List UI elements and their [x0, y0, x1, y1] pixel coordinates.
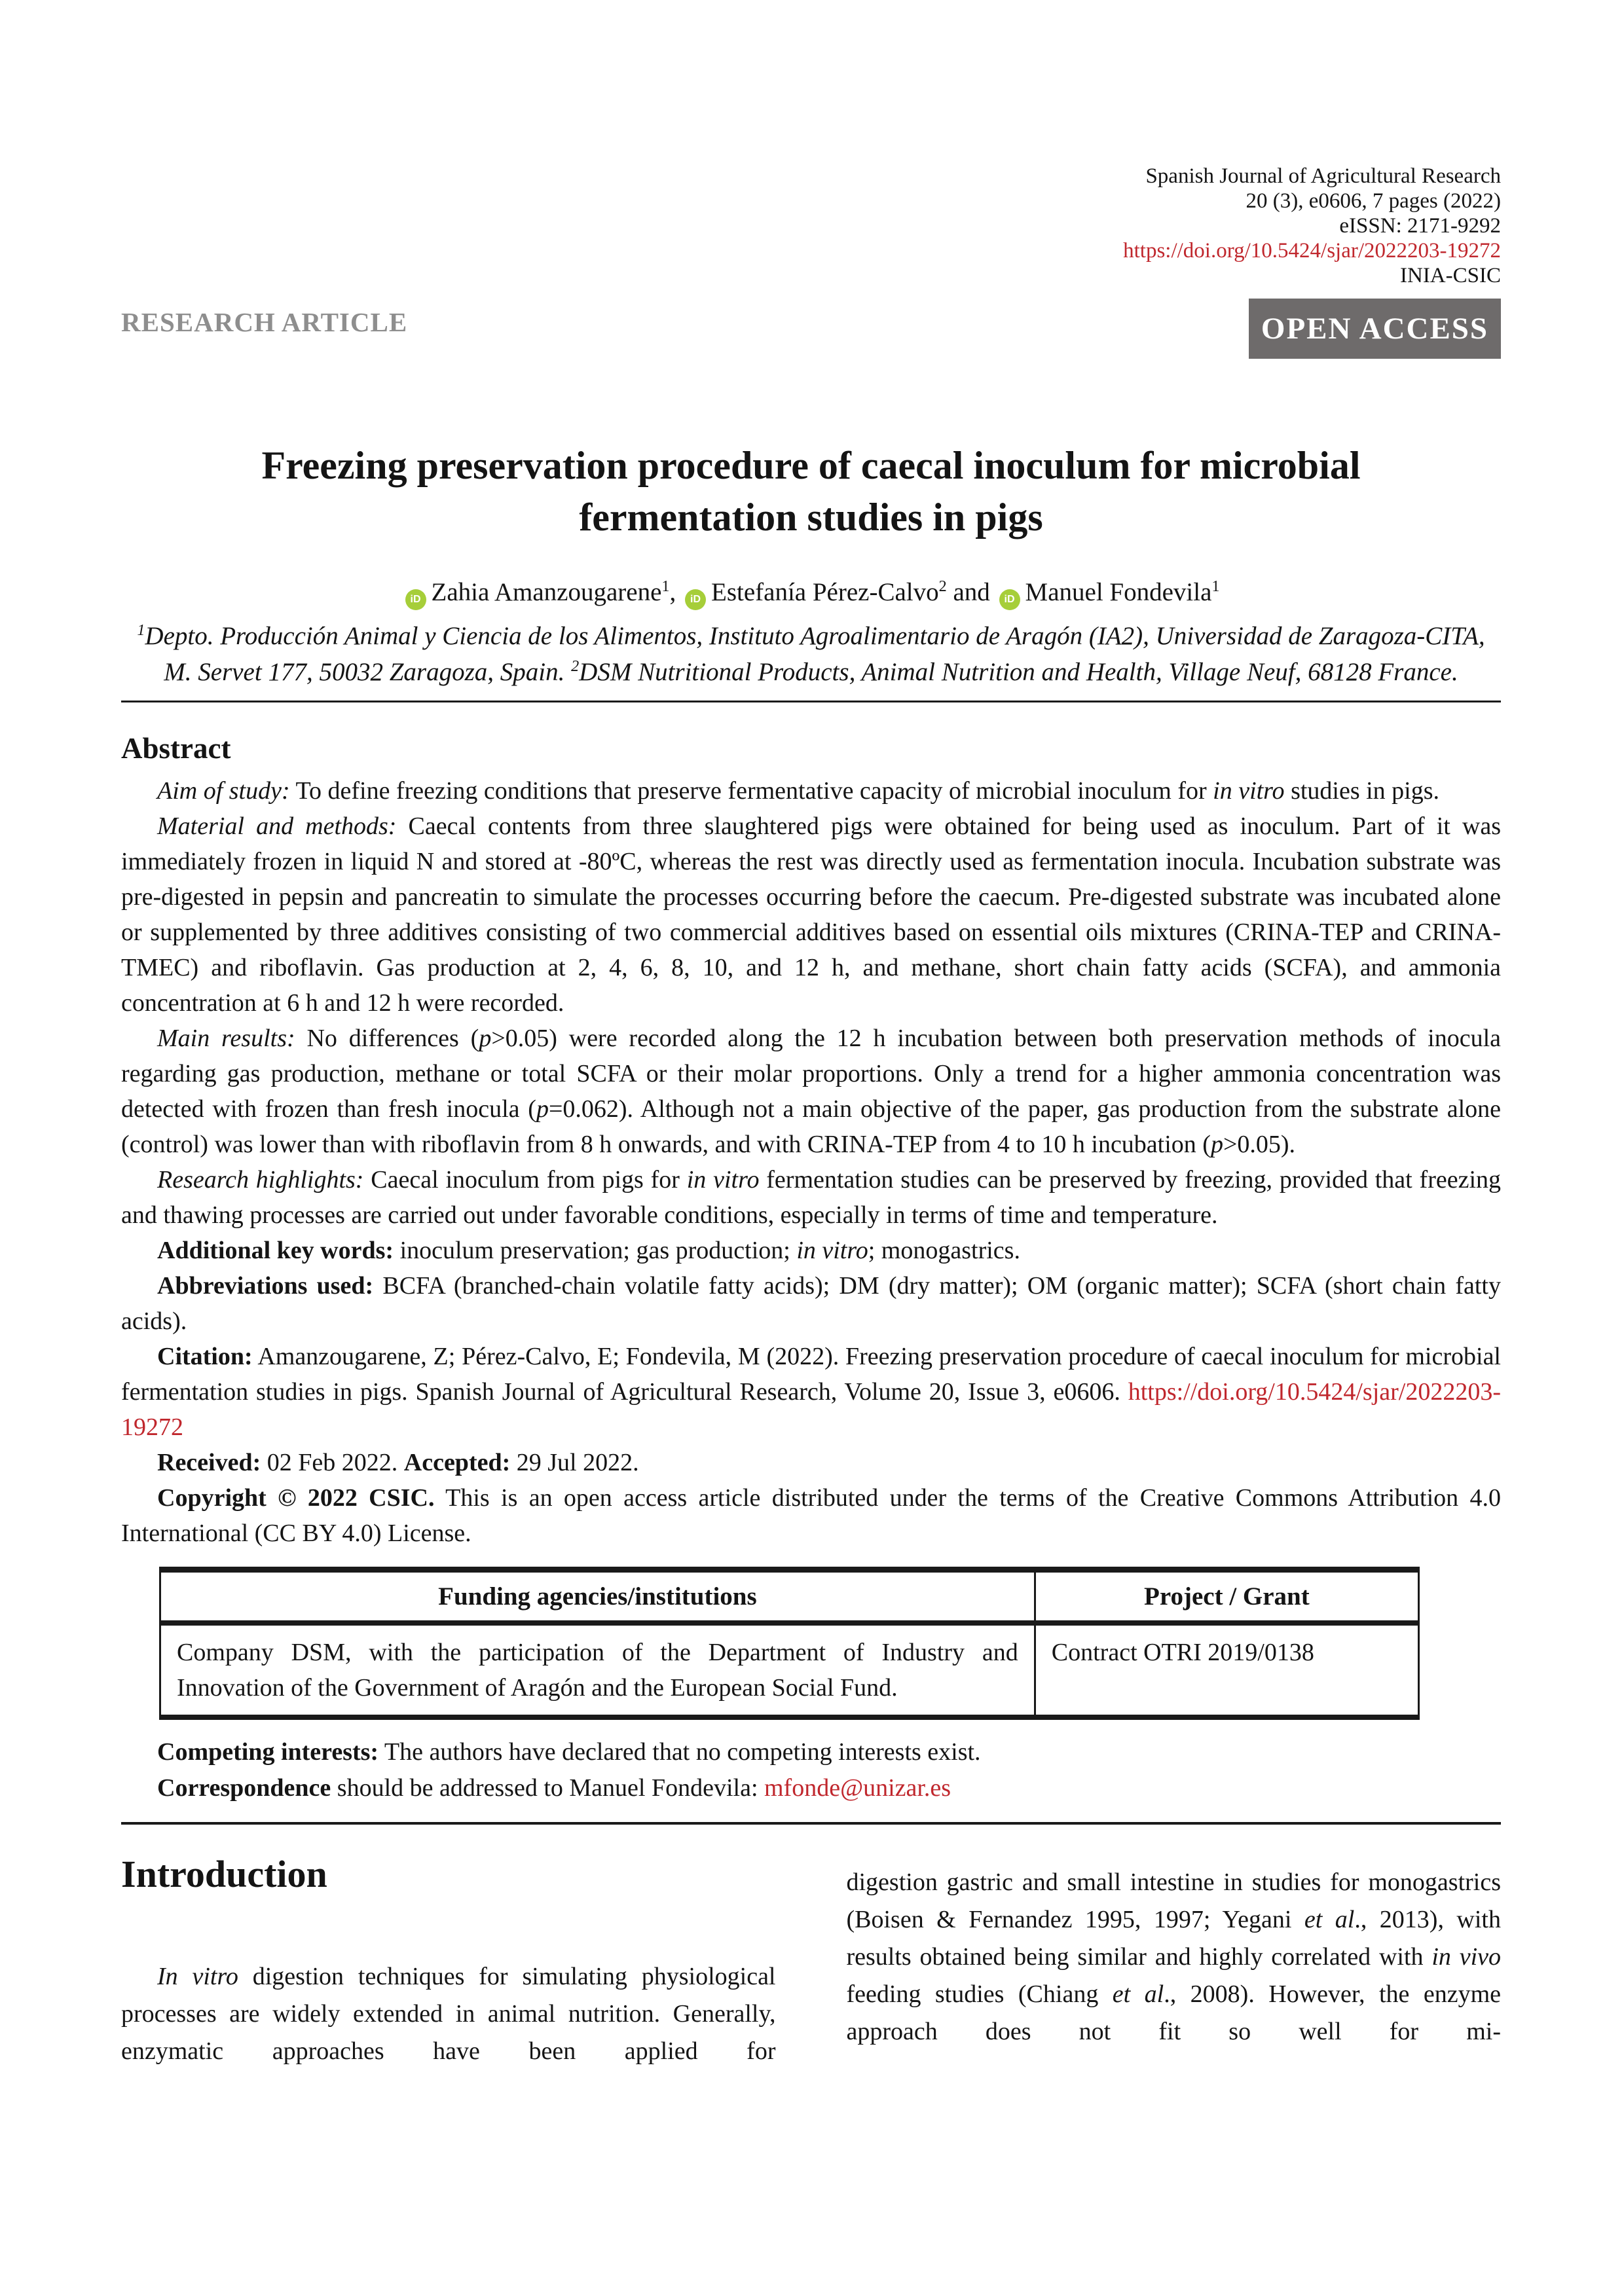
divider-top	[121, 701, 1501, 702]
orcid-icon[interactable]: iD	[405, 589, 426, 610]
abstract-highlights-paragraph: Research highlights: Caecal inoculum from pigs for in vitro fermentation studies can be preserved by freezing, provided that freezing and thawing processes are carried out under favorable conditions, especially in terms of time and temperature.	[121, 1166, 1502, 1229]
project-grant-cell: Contract OTRI 2019/0138	[1035, 1623, 1418, 1717]
project-grant-header: Project / Grant	[1035, 1570, 1418, 1624]
funding-table-header-row	[160, 1570, 1419, 1624]
article-type-label: RESEARCH ARTICLE	[121, 307, 408, 337]
competing-interests-paragraph: Competing interests: The authors have declared that no competing interests exist.	[157, 1738, 981, 1766]
abbreviations-paragraph: Abbreviations used: BCFA (branched-chain volatile fatty acids); DM (dry matter); OM (organic matter); SCFA (short chain fatty acids).	[121, 1272, 1501, 1335]
authors-line: iD Zahia Amanzougarene$^1$, iD Estefanía Pérez-Calvo$^2$ and iD Manuel Fondevila$^1$	[121, 577, 1501, 610]
intro-left-paragraph: In vitro digestion techniques for simulating physiological processes are widely extended in animal nutrition. Generally, enzymatic approaches have been applied for	[121, 1963, 776, 2065]
affiliation-line: $^1$Depto. Producción Animal y Ciencia de los Alimentos, Instituto Agroalimentario de Aragón (IA2), Universidad de Zaragoza-CITA, M. Servet 177, 50032 Zaragoza, Spain. $^2$DSM Nutritional Products, Animal Nutrition and Health, Village Neuf, 68128 France.	[137, 621, 1485, 686]
abstract-results-paragraph: Main results: No differences (p>0.05) were recorded along the 12 h incubation between both preservation methods of inocula regarding gas production, methane or total SCFA or their molar proportions. Only a trend for a higher ammonia concentration was detected with frozen than fresh inocula (p=0.062). Although not a main objective of the paper, gas production from the substrate alone (control) was lower than with riboflavin from 8 h onwards, and with CRINA-TEP from 4 to 10 h incubation (p>0.05).	[121, 1025, 1501, 1158]
open-access-badge: OPEN ACCESS	[1249, 299, 1501, 359]
introduction-section	[121, 1853, 1501, 2070]
notes-block	[121, 1734, 1501, 1806]
intro-right-paragraph: digestion gastric and small intestine in studies for monogastrics (Boisen & Fernandez 1995, 1997; Yegani et al., 2013), with results obtained being similar and highly correlated with in vivo feeding studies (Chiang et al., 2008). However, the enzyme approach does not fit so well for mi-	[846, 1868, 1501, 2045]
received-accepted-paragraph: Received: 02 Feb 2022. Accepted: 29 Jul 2022.	[157, 1449, 639, 1476]
correspondence-email-link[interactable]: mfonde@unizar.es	[764, 1774, 951, 1802]
intro-right-column	[847, 1853, 1502, 2070]
front-matter	[121, 773, 1501, 1551]
abstract-methods-paragraph: Material and methods: Caecal contents from three slaughtered pigs were obtained for being used as inoculum. Part of it was immediately frozen in liquid N and stored at -80ºC, whereas the rest was directly used as fermentation inocula. Incubation substrate was pre-digested in pepsin and pancreatin to simulate the processes occurring before the caecum. Pre-digested substrate was incubated alone or supplemented by three additives consisting of two commercial additives based on essential oils mixtures (CRINA-TEP and CRINA-TMEC) and riboflavin. Gas production at 2, 4, 6, 8, 10, and 12 h, and methane, short chain fatty acids (SCFA), and ammonia concentration at 6 h and 12 h were recorded.	[121, 812, 1501, 1017]
citation-doi-link[interactable]: https://doi.org/10.5424/sjar/2022203-19272	[121, 1378, 1501, 1441]
citation-paragraph: Citation: Amanzougarene, Z; Pérez-Calvo, E; Fondevila, M (2022). Freezing preservation procedure of caecal inoculum for microbial fermentation studies in pigs. Spanish Journal of Agricultural Research, Volume 20, Issue 3, e0606. https://doi.org/10.5424/sjar/2022203-19272	[121, 1343, 1501, 1441]
doi-link[interactable]: https://doi.org/10.5424/sjar/2022203-19272	[1123, 239, 1501, 263]
introduction-heading: Introduction	[121, 1853, 327, 1895]
article-type-row	[121, 299, 1501, 359]
funding-agencies-header: Funding agencies/institutions	[160, 1570, 1035, 1624]
abstract-aim-paragraph: Aim of study: To define freezing conditions that preserve fermentative capacity of microbial inoculum for in vitro studies in pigs.	[157, 777, 1440, 805]
abstract-section	[121, 731, 1501, 1551]
funding-table-row	[160, 1623, 1419, 1717]
funding-table	[159, 1567, 1420, 1720]
funding-agency-cell: Company DSM, with the participation of the Department of Industry and Innovation of the Government of Aragón and the European Social Fund.	[160, 1623, 1035, 1717]
divider-bottom	[121, 1822, 1501, 1825]
orcid-icon[interactable]: iD	[999, 589, 1020, 610]
abstract-heading: Abstract	[121, 732, 231, 765]
issue-line: 20 (3), e0606, 7 pages (2022)	[1246, 189, 1501, 213]
eissn-line: eISSN: 2171-9292	[1339, 214, 1501, 238]
keywords-paragraph: Additional key words: inoculum preservation; gas production; in vitro; monogastrics.	[157, 1237, 1020, 1264]
correspondence-paragraph: Correspondence should be addressed to Manuel Fondevila: mfonde@unizar.es	[157, 1774, 951, 1802]
paper-title: Freezing preservation procedure of caecal inoculum for microbial fermentation studies in pigs	[261, 444, 1361, 539]
orcid-icon[interactable]: iD	[685, 589, 706, 610]
copyright-paragraph: Copyright © 2022 CSIC. This is an open access article distributed under the terms of the Creative Commons Attribution 4.0 International (CC BY 4.0) License.	[121, 1484, 1502, 1547]
publisher-line: INIA-CSIC	[1400, 264, 1501, 287]
intro-left-column	[121, 1853, 776, 2070]
masthead	[121, 164, 1501, 288]
journal-name: Spanish Journal of Agricultural Research	[1145, 164, 1501, 188]
